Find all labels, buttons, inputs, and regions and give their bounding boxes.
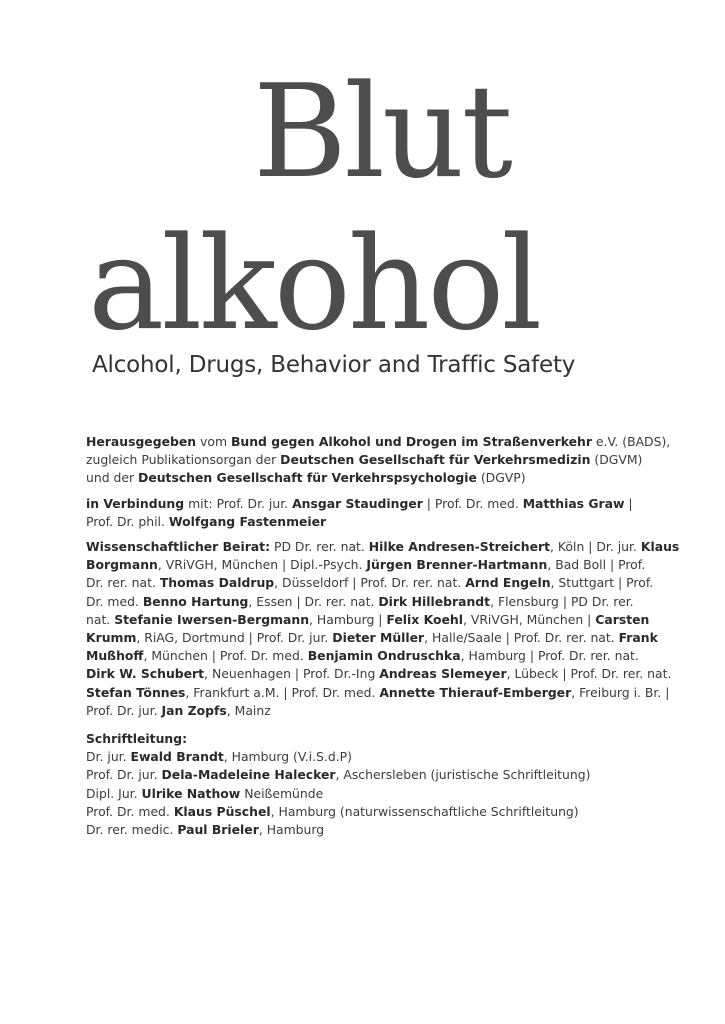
name-text: Klaus xyxy=(640,539,680,555)
name-text: Ewald Brandt xyxy=(130,749,224,765)
text-segment: Dr. jur. xyxy=(86,749,131,765)
text-segment: , Düsseldorf | Prof. Dr. rer. nat. xyxy=(274,575,466,591)
name-text: Krumm xyxy=(86,630,137,646)
text-segment: , Hamburg (naturwissenschaftliche Schriftleitung) xyxy=(270,803,579,819)
advisory-board-line xyxy=(86,665,672,683)
advisory-board-line xyxy=(86,538,680,556)
name-text: Matthias Graw xyxy=(522,495,625,511)
editorial-lines xyxy=(86,748,646,839)
name-text: Bund gegen Alkohol und Drogen im Straßenverkehr xyxy=(230,434,592,449)
text-segment: nat. xyxy=(86,611,115,627)
text-segment: PD Dr. rer. nat. xyxy=(270,539,369,555)
text-segment: Neißemünde xyxy=(240,785,324,801)
text-segment: , Flensburg | PD Dr. rer. xyxy=(490,593,634,609)
name-text: Herausgegeben xyxy=(86,434,197,449)
text-segment: , Hamburg | xyxy=(309,611,387,627)
publisher-block xyxy=(86,433,671,488)
text-segment: Prof. Dr. phil. xyxy=(86,513,169,529)
name-text: Arnd Engeln xyxy=(465,575,551,591)
text-segment: , Hamburg (V.i.S.d.P) xyxy=(223,749,352,765)
text-segment: , Essen | Dr. rer. nat. xyxy=(248,593,379,609)
advisory-board-block xyxy=(86,538,680,720)
advisory-board-line xyxy=(86,684,670,702)
text-segment: | xyxy=(624,495,633,511)
text-segment: , Frankfurt a.M. | Prof. Dr. med. xyxy=(185,684,380,700)
text-segment: , VRiVGH, München | Dipl.-Psych. xyxy=(157,557,367,573)
text-segment: e.V. (BADS), xyxy=(591,434,671,449)
advisory-board-line xyxy=(86,611,650,629)
editorial-heading: Schriftleitung: xyxy=(86,731,188,747)
name-text: Paul Brieler xyxy=(177,822,259,838)
editorial-line xyxy=(86,821,646,839)
text-segment: , Stuttgart | Prof. xyxy=(550,575,654,591)
name-text: Stefanie Iwersen-Bergmann xyxy=(114,611,310,627)
text-segment: zugleich Publikationsorgan der xyxy=(86,452,281,468)
name-text: Carsten xyxy=(595,611,650,627)
name-text: in Verbindung xyxy=(86,495,185,511)
text-segment: und der xyxy=(86,470,139,486)
advisory-board-line xyxy=(86,593,646,611)
name-text: Dela-Madeleine Halecker xyxy=(161,767,336,783)
publisher-line xyxy=(86,451,646,469)
text-segment: (DGVP) xyxy=(476,470,526,486)
editorial-block xyxy=(86,730,646,839)
text-segment: Dr. med. xyxy=(86,593,143,609)
name-text: Dirk W. Schubert xyxy=(86,666,205,682)
journal-subtitle: Alcohol, Drugs, Behavior and Traffic Safety xyxy=(92,352,576,378)
title-line-2: alkohol xyxy=(88,210,540,359)
name-text: Wissenschaftlicher Beirat: xyxy=(86,539,271,555)
name-text: Ansgar Staudinger xyxy=(292,495,423,511)
text-segment: mit: Prof. Dr. jur. xyxy=(184,495,293,511)
text-segment: | Prof. Dr. med. xyxy=(422,495,523,511)
name-text: Benno Hartung xyxy=(142,593,249,609)
publisher-line xyxy=(86,433,671,451)
name-text: Annette Thierauf-Emberger xyxy=(379,684,572,700)
advisory-board-line xyxy=(86,574,654,592)
title-line-1: Blut xyxy=(253,58,510,207)
name-text: Jan Zopfs xyxy=(161,702,227,718)
publisher-line xyxy=(86,469,646,487)
name-text: Mußhoff xyxy=(86,648,144,664)
text-segment: , Freiburg i. Br. | xyxy=(571,684,670,700)
name-text: Stefan Tönnes xyxy=(86,684,186,700)
advisory-board-line xyxy=(86,629,658,647)
text-segment: , München | Prof. Dr. med. xyxy=(143,648,308,664)
name-text: Deutschen Gesellschaft für Verkehrspsychologie xyxy=(138,470,477,486)
name-text: Andreas Slemeyer xyxy=(379,666,507,682)
name-text: Borgmann xyxy=(86,557,158,573)
editorial-line xyxy=(86,785,646,803)
text-segment: Dr. rer. medic. xyxy=(86,822,178,838)
name-text: Hilke Andresen-Streichert xyxy=(368,539,551,555)
text-segment: , Neuenhagen | Prof. Dr.-Ing xyxy=(204,666,380,682)
name-text: Felix Koehl xyxy=(386,611,463,627)
name-text: Benjamin Ondruschka xyxy=(307,648,461,664)
text-segment: , Hamburg xyxy=(258,822,325,838)
editorial-line xyxy=(86,803,646,821)
text-segment: vom xyxy=(196,434,231,449)
text-segment: , VRiVGH, München | xyxy=(462,611,596,627)
cooperation-line xyxy=(86,495,646,513)
name-text: Frank xyxy=(618,630,658,646)
editorial-line xyxy=(86,766,646,784)
name-text: Thomas Daldrup xyxy=(159,575,275,591)
name-text: Klaus Püschel xyxy=(173,803,271,819)
name-text: Deutschen Gesellschaft für Verkehrsmedizin xyxy=(280,452,591,468)
text-segment: , Bad Boll | Prof. xyxy=(547,557,646,573)
name-text: Dieter Müller xyxy=(332,630,425,646)
advisory-board-line xyxy=(86,556,646,574)
text-segment: , Köln | Dr. jur. xyxy=(550,539,641,555)
text-segment: , RiAG, Dortmund | Prof. Dr. jur. xyxy=(136,630,333,646)
masthead-content xyxy=(86,433,680,846)
text-segment: Prof. Dr. med. xyxy=(86,803,174,819)
text-segment: Dipl. Jur. xyxy=(86,785,142,801)
advisory-board-line xyxy=(86,647,646,665)
text-segment: Dr. rer. nat. xyxy=(86,575,160,591)
text-segment: , Aschersleben (juristische Schriftleitung) xyxy=(335,767,591,783)
cooperation-line xyxy=(86,513,646,531)
text-segment: Prof. Dr. jur. xyxy=(86,767,162,783)
name-text: Ulrike Nathow xyxy=(141,785,241,801)
name-text: Dirk Hillebrandt xyxy=(378,593,491,609)
text-segment: Prof. Dr. jur. xyxy=(86,702,162,718)
text-segment: , Halle/Saale | Prof. Dr. rer. nat. xyxy=(424,630,619,646)
text-segment: (DGVM) xyxy=(590,452,643,468)
text-segment: , Hamburg | Prof. Dr. rer. nat. xyxy=(460,648,639,664)
text-segment: , Mainz xyxy=(226,702,271,718)
name-text: Jürgen Brenner-Hartmann xyxy=(366,557,548,573)
cooperation-block xyxy=(86,495,646,531)
advisory-board-line xyxy=(86,702,646,720)
text-segment: , Lübeck | Prof. Dr. rer. nat. xyxy=(506,666,672,682)
name-text: Wolfgang Fastenmeier xyxy=(168,513,327,529)
editorial-line xyxy=(86,748,646,766)
